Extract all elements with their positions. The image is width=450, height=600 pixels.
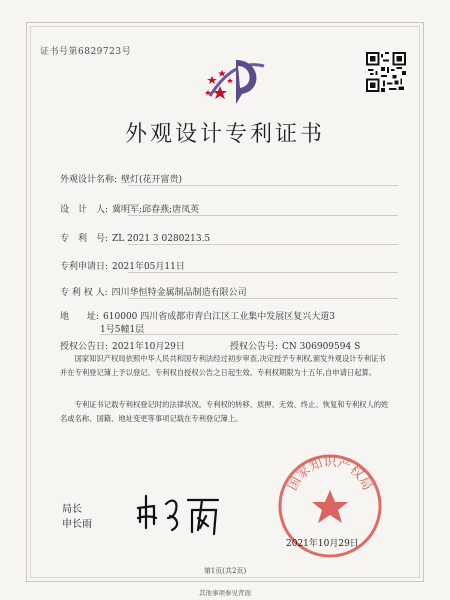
grant-statement-paragraph: 国家知识产权局依照中华人民共和国专利法经过初步审查,决定授予专利权,颁发外观设计专利证书并在专利登记簿上予以登记。专利权自授权公告之日起生效。专利权期限为十五年,自申请日起算。 (60, 354, 386, 377)
filing-date-label: 专利申请日: (60, 262, 109, 272)
divider (128, 215, 398, 216)
footer-note: 其他事项参见背面 (199, 589, 251, 597)
announcement-number-label: 授权公告号: (230, 342, 279, 352)
patentee-value: 四川华恒特金属制品制造有限公司 (111, 288, 247, 298)
address-line-2: 1号5幢1层 (100, 325, 145, 335)
qr-code-icon (366, 52, 406, 92)
patent-number-value: ZL 2021 3 0280213.5 (112, 234, 211, 244)
seal-text: 国家知识产权局 (285, 455, 375, 494)
designer-value: 冀明军;邱春燕;唐凤英 (112, 205, 200, 215)
designer-row (60, 202, 199, 215)
divider (128, 185, 398, 186)
grant-date-row (60, 339, 185, 352)
divider (128, 298, 398, 299)
patentee-row (60, 285, 247, 298)
legal-status-paragraph: 专利证书记载专利权登记时的法律状况。专利权的转移、质押、无效、终止、恢复和专利权人的姓名或名称、国籍、地址变更等事项记载在专利登记簿上。 (60, 400, 389, 423)
filing-date-value: 2021年05月11日 (112, 262, 185, 272)
address-line-1: 610000 四川省成都市青白江区工业集中发展区复兴大道3 (103, 312, 335, 322)
design-name-value: 壁灯(花开富贵) (121, 175, 183, 185)
divider (128, 272, 398, 273)
address-row (60, 309, 396, 322)
announcement-number-row (230, 339, 360, 352)
director-title: 局长 (62, 504, 82, 515)
address-label: 地 址: (60, 312, 100, 322)
issue-date: 2021年10月29日 (286, 539, 359, 549)
design-name-label: 外观设计名称: (60, 175, 118, 185)
svg-text:国家知识产权局 (285, 455, 374, 493)
patentee-label: 专 利 权 人: (60, 288, 108, 298)
design-name-row (60, 172, 182, 185)
page-number: 第1页(共2页) (203, 567, 247, 575)
divider (100, 334, 398, 335)
patent-number-label: 专 利 号: (60, 234, 109, 244)
director-name: 申长雨 (62, 519, 92, 530)
designer-label: 设 计 人: (60, 205, 109, 215)
certificate-number: 证书号第6829723号 (40, 47, 132, 57)
grant-date-value: 2021年10月29日 (112, 342, 185, 352)
announcement-number-value: CN 306909594 S (282, 342, 361, 352)
director-signature (132, 488, 227, 543)
patent-number-row (60, 231, 210, 244)
filing-date-row (60, 259, 185, 272)
divider (128, 244, 398, 245)
cnipa-logo-icon (200, 50, 270, 108)
page-title: 外观设计专利证书 (124, 122, 325, 147)
grant-date-label: 授权公告日: (60, 342, 109, 352)
